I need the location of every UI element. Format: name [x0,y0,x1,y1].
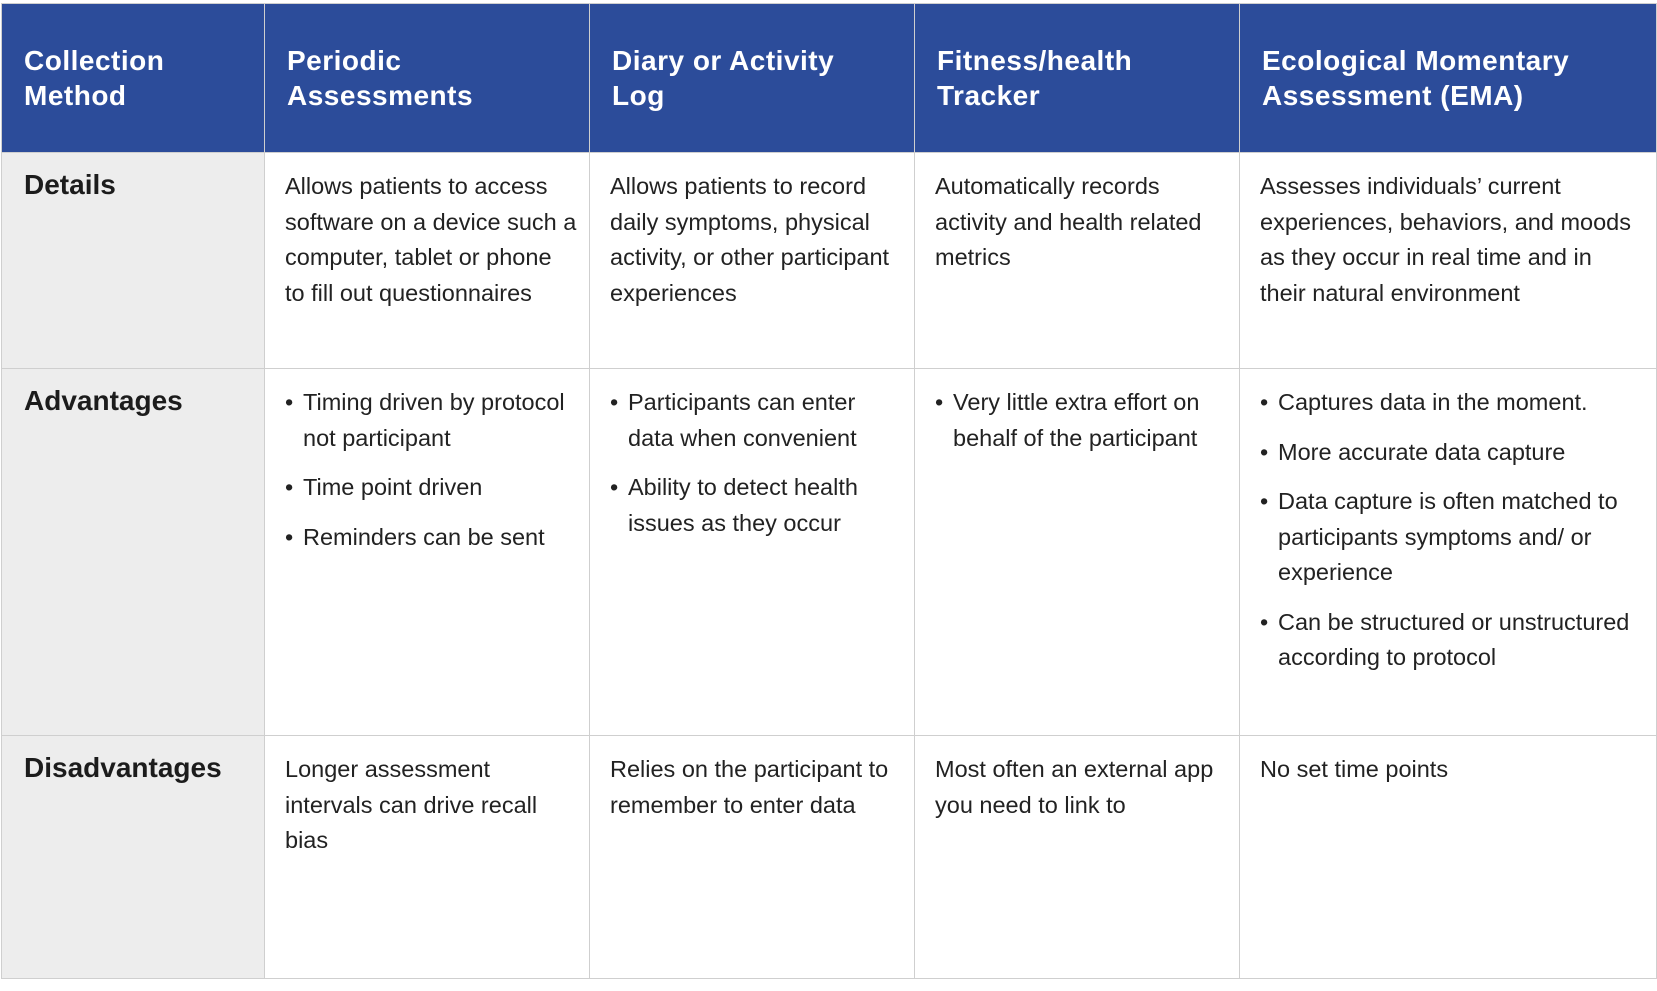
header-periodic-assessments: Periodic Assessments [265,4,590,153]
row-label-disadvantages: Disadvantages [2,736,265,979]
advantages-cell [1240,369,1657,736]
row-label-details: Details [2,153,265,369]
list-item: • Very little extra effort on behalf of the participant [935,385,1227,456]
advantages-row [2,369,1657,736]
bullet-list [285,385,577,555]
advantages-cell [590,369,915,736]
disadvantages-cell: Relies on the participant to remember to enter data [590,736,915,979]
disadvantages-row [2,736,1657,979]
header-row [2,4,1657,153]
details-row [2,153,1657,369]
list-item: • Participants can enter data when convenient [610,385,902,456]
row-label-advantages: Advantages [2,369,265,736]
header-fitness-tracker: Fitness/health Tracker [915,4,1240,153]
bullet-list [935,385,1227,456]
list-item: • Captures data in the moment. [1260,385,1644,421]
disadvantages-cell: Most often an external app you need to link to [915,736,1240,979]
header-collection-method: Collection Method [2,4,265,153]
list-item: • Time point driven [285,470,577,506]
header-ema: Ecological Momentary Assessment (EMA) [1240,4,1657,153]
details-cell: Assesses individuals’ current experiences, behaviors, and moods as they occur in real time and in their natural environment [1240,153,1657,369]
header-diary-activity-log: Diary or Activity Log [590,4,915,153]
list-item: • Reminders can be sent [285,520,577,556]
collection-methods-table [1,3,1657,979]
advantages-cell [265,369,590,736]
details-cell: Allows patients to record daily symptoms, physical activity, or other participant experiences [590,153,915,369]
details-cell: Automatically records activity and health related metrics [915,153,1240,369]
list-item: • Timing driven by protocol not participant [285,385,577,456]
list-item: • Data capture is often matched to participants symptoms and/ or experience [1260,484,1644,591]
bullet-list [610,385,902,541]
disadvantages-cell: No set time points [1240,736,1657,979]
details-cell: Allows patients to access software on a device such a computer, tablet or phone to fill out questionnaires [265,153,590,369]
list-item: • Can be structured or unstructured according to protocol [1260,605,1644,676]
disadvantages-cell: Longer assessment intervals can drive recall bias [265,736,590,979]
advantages-cell [915,369,1240,736]
list-item: • Ability to detect health issues as they occur [610,470,902,541]
bullet-list [1260,385,1644,676]
list-item: • More accurate data capture [1260,435,1644,471]
